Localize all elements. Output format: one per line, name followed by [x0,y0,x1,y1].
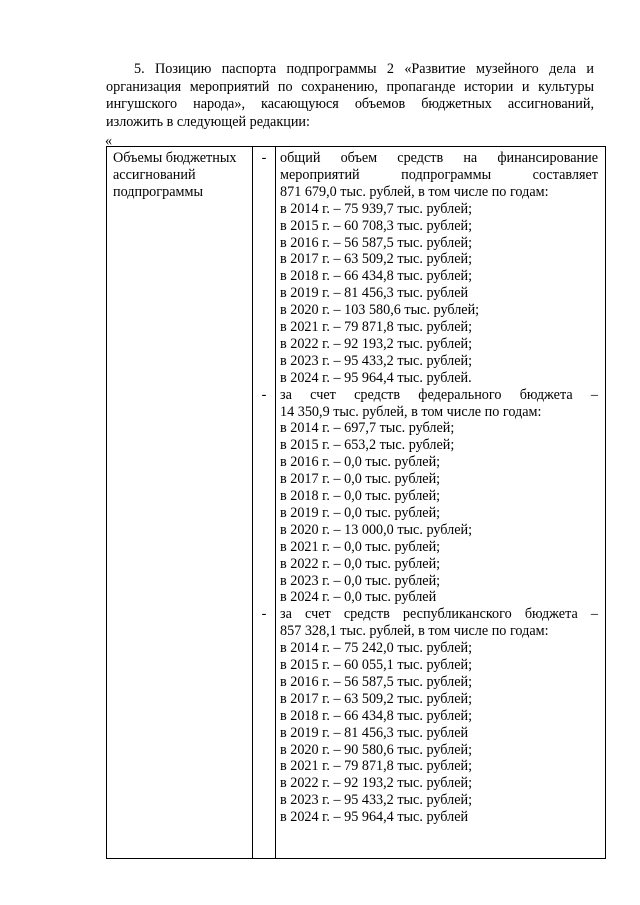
section-header-line: за счет средств республиканского бюджета – [280,606,598,623]
year-amount-line: в 2014 г. – 697,7 тыс. рублей; [280,420,455,437]
year-amount-line: в 2015 г. – 653,2 тыс. рублей; [280,437,455,454]
year-amount-line: в 2018 г. – 66 434,8 тыс. рублей; [280,707,473,724]
year-amount-line: в 2019 г. – 0,0 тыс. рублей; [280,504,441,521]
year-amount-line: в 2016 г. – 56 587,5 тыс. рублей; [280,673,473,690]
year-amount-line: в 2014 г. – 75 939,7 тыс. рублей; [280,200,473,217]
funding-section [280,387,598,607]
year-amount-line: в 2023 г. – 0,0 тыс. рублей; [280,572,441,589]
row-label-line: Объемы бюджетных [113,150,237,166]
year-amount-line: в 2020 г. – 103 580,6 тыс. рублей; [280,302,480,319]
year-amount-line: в 2023 г. – 95 433,2 тыс. рублей; [280,792,473,809]
year-amount-line: в 2022 г. – 92 193,2 тыс. рублей; [280,335,473,352]
year-amount-line: в 2015 г. – 60 055,1 тыс. рублей; [280,657,473,674]
opening-quote-mark: « [105,133,113,149]
year-amount-line: в 2016 г. – 56 587,5 тыс. рублей; [280,234,473,251]
section-header-line: за счет средств федерального бюджета – [280,386,598,403]
year-amount-line: в 2021 г. – 79 871,8 тыс. рублей; [280,319,473,336]
section-dash: - [261,386,267,403]
intro-line: организация мероприятий по сохранению, пропаганде истории и культуры [106,78,594,95]
section-header-line: 14 350,9 тыс. рублей, в том числе по годам: [280,403,542,420]
year-amount-line: в 2021 г. – 79 871,8 тыс. рублей; [280,758,473,775]
year-amount-line: в 2024 г. – 0,0 тыс. рублей [280,589,437,606]
year-amount-line: в 2017 г. – 63 509,2 тыс. рублей; [280,690,473,707]
year-amount-line: в 2020 г. – 90 580,6 тыс. рублей; [280,741,473,758]
year-amount-line: в 2024 г. – 95 964,4 тыс. рублей [280,809,469,826]
row-label-cell [113,150,249,201]
funding-section [280,606,598,826]
year-amount-line: в 2021 г. – 0,0 тыс. рублей; [280,538,441,555]
year-amount-line: в 2022 г. – 0,0 тыс. рублей; [280,555,441,572]
year-amount-line: в 2019 г. – 81 456,3 тыс. рублей [280,285,469,302]
column-divider [252,147,253,858]
year-amount-line: в 2018 г. – 66 434,8 тыс. рублей; [280,268,473,285]
funding-section [280,150,598,387]
year-amount-line: в 2024 г. – 95 964,4 тыс. рублей. [280,369,472,386]
section-header-line: мероприятий подпрограммы составляет [280,166,598,183]
section-header-line: 871 679,0 тыс. рублей, в том числе по годам: [280,183,549,200]
year-amount-line: в 2014 г. – 75 242,0 тыс. рублей; [280,640,473,657]
intro-line: ингушского народа», касающуюся объемов бюджетных ассигнований, [106,96,594,113]
row-label-line: ассигнований [113,166,196,183]
section-dash: - [261,606,267,623]
column-divider [275,147,276,858]
section-dash: - [261,150,267,166]
year-amount-line: в 2015 г. – 60 708,3 тыс. рублей; [280,217,473,234]
intro-line: 5. Позицию паспорта подпрограммы 2 «Развитие музейного дела и [134,61,594,77]
passport-table [106,146,606,859]
year-amount-line: в 2017 г. – 0,0 тыс. рублей; [280,471,441,488]
year-amount-line: в 2020 г. – 13 000,0 тыс. рублей; [280,521,473,538]
row-label-line: подпрограммы [113,183,203,200]
year-amount-line: в 2019 г. – 81 456,3 тыс. рублей [280,724,469,741]
year-amount-line: в 2022 г. – 92 193,2 тыс. рублей; [280,775,473,792]
intro-paragraph [106,61,594,131]
year-amount-line: в 2016 г. – 0,0 тыс. рублей; [280,454,441,471]
intro-line: изложить в следующей редакции: [106,113,310,130]
section-header-line: общий объем средств на финансирование [280,150,598,166]
year-amount-line: в 2018 г. – 0,0 тыс. рублей; [280,488,441,505]
year-amount-line: в 2023 г. – 95 433,2 тыс. рублей; [280,352,473,369]
year-amount-line: в 2017 г. – 63 509,2 тыс. рублей; [280,251,473,268]
section-header-line: 857 328,1 тыс. рублей, в том числе по годам: [280,623,549,640]
